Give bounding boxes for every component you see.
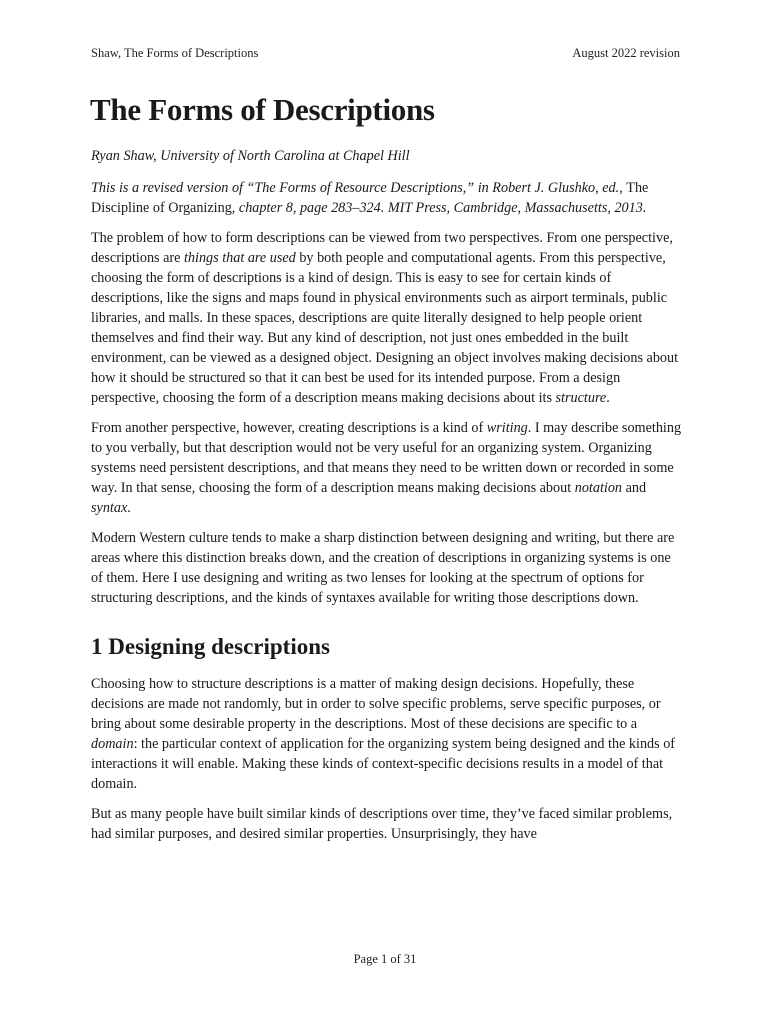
section-1-paragraph-1 [91,674,683,794]
p2-text-e: and [622,480,647,496]
p2-emphasis-writing: writing [486,420,528,436]
section-heading-1: 1 Designing descriptions [91,634,330,659]
p1-text-a: The problem of how to form descriptions can be viewed from two perspectives. From one perspective, descriptions are [91,230,673,266]
paper-title: The Forms of Descriptions [90,92,435,127]
p2-text-g: . [127,500,131,516]
s1p1-text-c: : the particular context of application for the organizing system being designed and the kinds of interactions it will enable. Making these kinds of context-specific decisions results in a model of that domain. [91,736,676,792]
revision-note [91,178,683,218]
page-number: Page 1 of 31 [353,952,417,966]
revision-note-c: , chapter 8, page 283–324. MIT Press, Cambridge, Massachusetts, 2013. [231,200,647,216]
header-right: August 2022 revision [572,46,680,60]
s1p1-emphasis-domain: domain [91,736,134,752]
p2-text-a: From another perspective, however, creating descriptions is a kind of [91,420,487,436]
p1-emphasis-things-used: things that are used [183,250,296,266]
revision-note-a: This is a revised version of “The Forms of Resource Descriptions,” in Robert J. Glushko, ed., [91,180,627,196]
running-header [91,46,680,61]
header-left: Shaw, The Forms of Descriptions [91,46,259,60]
p1-text-e: . [606,390,610,406]
paragraph-2 [91,418,683,518]
book-title: The Discipline of Organizing [91,180,649,216]
p2-text-c: . I may describe something to you verbally, but that description would not be very useful for an organizing system. Organizing systems need persistent descriptions, and that means they need to be written down or recorded in some way. In that sense, choosing the form of a description means making decisions about [91,420,682,496]
paper-body [91,146,683,854]
p2-emphasis-syntax: syntax [91,500,128,516]
section-1-paragraph-2: But as many people have built similar kinds of descriptions over time, they’ve faced similar problems, had similar purposes, and desired similar properties. Unsurprisingly, they have [91,806,673,842]
paragraph-3: Modern Western culture tends to make a sharp distinction between designing and writing, but there are areas where this distinction breaks down, and the creation of descriptions in organizing systems is one of them. Here I use designing and writing as two lenses for looking at the spectrum of options for structuring descriptions, and the kinds of syntaxes available for writing those descriptions down. [91,530,675,606]
p1-text-c: by both people and computational agents. From this perspective, choosing the form of descriptions is a kind of design. This is easy to see for certain kinds of descriptions, like the signs and maps found in physical environments such as airport terminals, public libraries, and malls. In these spaces, descriptions are quite literally designed to help people orient themselves and find their way. But any kind of description, not just ones embedded in the built environment, can be viewed as a designed object. Designing an object involves making decisions about how it should be structured so that it can best be used for its intended purpose. From a design perspective, choosing the form of a description means making decisions about its [91,250,679,406]
p1-emphasis-structure: structure [555,390,607,406]
s1p1-text-a: Choosing how to structure descriptions is a matter of making design decisions. Hopefully, these decisions are made not randomly, but in order to solve specific problems, serve specific purposes, or bring about some desirable property in the descriptions. Most of these decisions are specific to a [91,676,661,732]
p2-emphasis-notation: notation [574,480,623,496]
paragraph-1 [91,228,683,408]
author-line: Ryan Shaw, University of North Carolina at Chapel Hill [91,148,410,164]
